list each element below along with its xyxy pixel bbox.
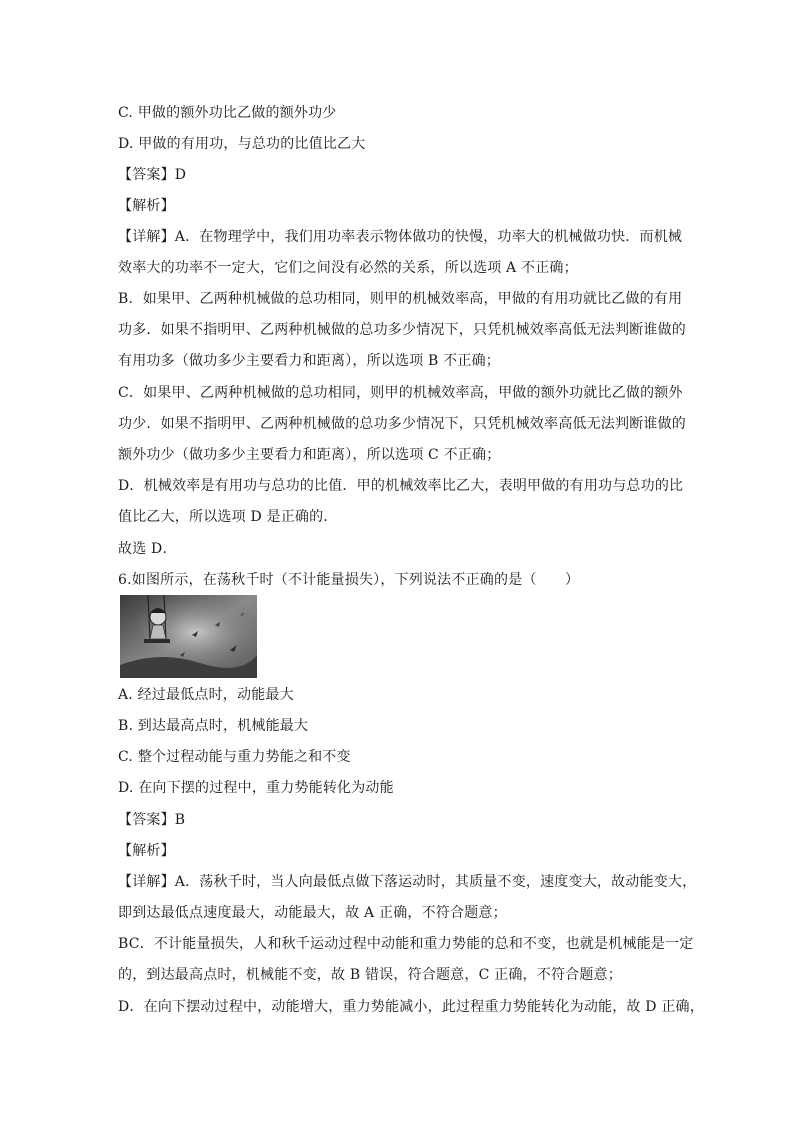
explanation-line: B．如果甲、乙两种机械做的总功相同，则甲的机械效率高，甲做的有用功就比乙做的有用 [118,291,683,307]
option-c-line: C. 整个过程动能与重力势能之和不变 [118,749,351,765]
option-a-line: A. 经过最低点时，动能最大 [118,687,294,703]
explanation-line: 即到达最低点速度最大，动能最大，故 A 正确，不符合题意； [118,905,507,921]
explanation-line: 值比乙大，所以选项 D 是正确的． [118,509,338,525]
option-d-line: D. 在向下摆的过程中，重力势能转化为动能 [118,780,394,796]
conclusion-line: 故选 D． [118,541,177,557]
explanation-line: BC．不计能量损失，人和秋千运动过程中动能和重力势能的总和不变，也就是机械能是一定 [118,936,694,952]
explanation-line: 效率大的功率不一定大，它们之间没有必然的关系，所以选项 A 不正确； [118,260,578,276]
explanation-line: 【详解】A．荡秋千时，当人向最低点做下落运动时，其质量不变，速度变大，故动能变大， [118,874,697,890]
explanation-line: C．如果甲、乙两种机械做的总功相同，则甲的机械效率高，甲做的额外功就比乙做的额外 [118,385,683,401]
explanation-line: D．机械效率是有用功与总功的比值．甲的机械效率比乙大，表明甲做的有用功与总功的比 [118,478,684,494]
explanation-line: D．在向下摆动过程中，动能增大，重力势能减小，此过程重力势能转化为动能，故 D 正确， [118,999,704,1015]
option-c-line: C. 甲做的额外功比乙做的额外功少 [118,105,337,121]
analysis-heading: 【解析】 [118,198,175,214]
explanation-line: 【详解】A．在物理学中，我们用功率表示物体做功的快慢，功率大的机械做功快．而机械 [118,229,683,245]
option-d-line: D. 甲做的有用功，与总功的比值比乙大 [118,136,366,152]
option-b-line: B. 到达最高点时，机械能最大 [118,718,309,734]
swing-photo-illustration [120,595,257,678]
explanation-line: 功少．如果不指明甲、乙两种机械做的总功多少情况下，只凭机械效率高低无法判断谁做的 [118,416,686,432]
explanation-line: 有用功多（做功多少主要看力和距离），所以选项 B 不正确； [118,353,500,369]
explanation-line: 的，到达最高点时，机械能不变，故 B 错误，符合题意，C 正确，不符合题意； [118,967,622,983]
swing-photo [120,595,257,678]
answer-line: 【答案】B [118,812,186,828]
explanation-line: 功多．如果不指明甲、乙两种机械做的总功多少情况下，只凭机械效率高低无法判断谁做的 [118,322,686,338]
explanation-line: 额外功少（做功多少主要看力和距离），所以选项 C 不正确； [118,447,501,463]
answer-line: 【答案】D [118,167,187,183]
analysis-heading: 【解析】 [118,843,175,859]
question-6-stem: 6.如图所示，在荡秋千时（不计能量损失），下列说法不正确的是（ ） [118,572,580,588]
